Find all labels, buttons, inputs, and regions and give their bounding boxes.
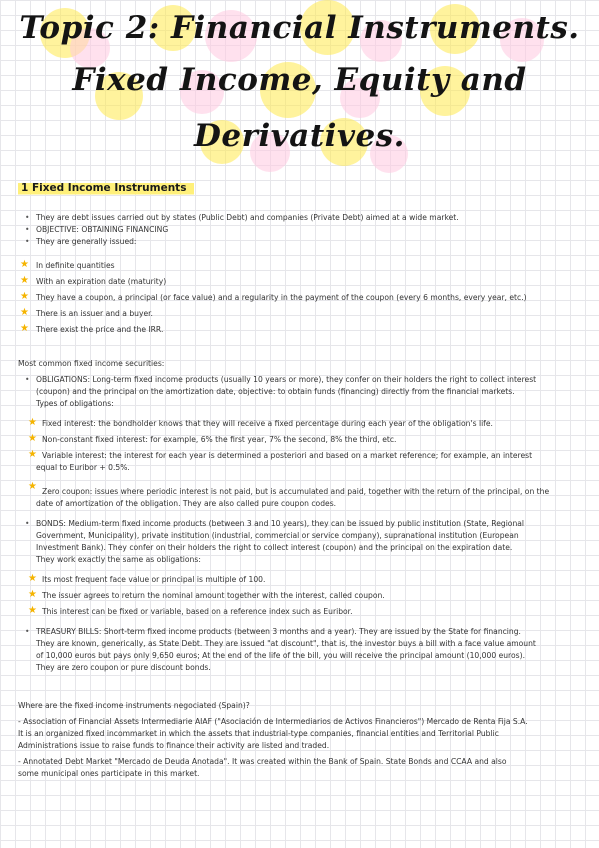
list-item: Zero coupon: issues where periodic interest is not paid, but is accumulated and paid, together with the return of the principal, on the (42, 487, 550, 496)
star-icon: ★ (28, 605, 37, 616)
star-icon: ★ (28, 433, 37, 444)
subheading: Most common fixed income securities: (18, 359, 165, 368)
list-item: • They are debt issues carried out by states (Public Debt) and companies (Private Debt) aimed at a wide market. (36, 212, 459, 223)
star-icon: ★ (20, 307, 29, 318)
star-icon: ★ (28, 417, 37, 428)
paragraph-line: • OBLIGATIONS: Long-term fixed income products (usually 10 years or more), they confer on their holders the right to collect interest (36, 374, 536, 385)
list-item: There exist the price and the IRR. (36, 325, 164, 334)
paragraph-line: • TREASURY BILLS: Short-term fixed income products (between 3 months and a year). They are issued by the State for financing. (36, 626, 521, 637)
paragraph-line: (coupon) and the principal on the amortization date, objective: to obtain funds (financing) directly from the financial markets. (36, 387, 515, 396)
list-item: Variable interest: the interest for each year is determined a posteriori and based on a market reference; for example, an interest (42, 451, 533, 460)
paragraph-line: They work exactly the same as obligations: (36, 555, 201, 564)
list-item: There is an issuer and a buyer. (36, 309, 153, 318)
list-item-continuation: date of amortization of the obligation. They are also called pure coupon codes. (36, 499, 337, 508)
paragraph-line: It is an organized fixed incommarket in which the assets that industrial-type companies, financial entities and Territorial Public (18, 729, 499, 738)
list-item: In definite quantities (36, 261, 115, 270)
star-icon: ★ (20, 275, 29, 286)
page-title-line-3: Derivatives. (194, 118, 405, 154)
star-icon: ★ (28, 449, 37, 460)
page-title-line-1: Topic 2: Financial Instruments. (19, 10, 580, 46)
star-icon: ★ (28, 573, 37, 584)
page-title-line-2: Fixed Income, Equity and (72, 62, 527, 98)
star-icon: ★ (20, 259, 29, 270)
list-item: Fixed interest: the bondholder knows that they will receive a fixed percentage during each year of the obligation's life. (42, 419, 493, 428)
paragraph-line: Government, Municipality), private institution (industrial, commercial or service company), supranational institution (European (36, 531, 519, 540)
list-item: Non-constant fixed interest: for example, 6% the first year, 7% the second, 8% the third, etc. (42, 435, 397, 444)
paragraph-line: Types of obligations: (36, 399, 114, 408)
paragraph-line: They are zero coupon or pure discount bonds. (36, 663, 211, 672)
star-icon: ★ (20, 291, 29, 302)
list-item: Its most frequent face value or principal is multiple of 100. (42, 575, 266, 584)
paragraph-line: Investment Bank). They confer on their holders the right to collect interest (coupon) and the principal on the expiration date. (36, 543, 513, 552)
star-icon: ★ (28, 481, 37, 492)
section-heading: 1 Fixed Income Instruments (18, 180, 194, 196)
paragraph-line: of 10,000 euros but pays only 9,650 euros; At the end of the life of the bill, you will receive the principal amount (10,000 euros). (36, 651, 525, 660)
paragraph-line: - Association of Financial Assets Intermediarie AIAF ("Asociación de Intermediarios de Activos Financieros") Mercado de Renta Fija S.A. (18, 717, 528, 726)
list-item: They have a coupon, a principal (or face value) and a regularity in the payment of the coupon (every 6 months, every year, etc.) (36, 293, 527, 302)
list-item: • They are generally issued: (36, 236, 137, 247)
paragraph-line: • BONDS: Medium-term fixed income products (between 3 and 10 years), they can be issued by public institution (State, Regional (36, 518, 524, 529)
subheading: Where are the fixed income instruments negociated (Spain)? (18, 701, 250, 710)
list-item: With an expiration date (maturity) (36, 277, 167, 286)
paragraph-line: They are known, generically, as State Debt. They are issued "at discount", that is, the investor buys a bill with a face value amount (36, 639, 536, 648)
star-icon: ★ (20, 323, 29, 334)
list-item: The issuer agrees to return the nominal amount together with the interest, called coupon. (42, 591, 385, 600)
star-icon: ★ (28, 589, 37, 600)
list-item: This interest can be fixed or variable, based on a reference index such as Euribor. (42, 607, 353, 616)
list-item: • OBJECTIVE: OBTAINING FINANCING (36, 224, 168, 235)
paragraph-line: - Annotated Debt Market "Mercado de Deuda Anotada". It was created within the Bank of Spain. State Bonds and CCAA and also (18, 757, 507, 766)
paragraph-line: some municipal ones participate in this market. (18, 769, 200, 778)
paragraph-line: Administrations issue to raise funds to finance their activity are listed and traded. (18, 741, 330, 750)
list-item-continuation: equal to Euribor + 0.5%. (36, 463, 130, 472)
